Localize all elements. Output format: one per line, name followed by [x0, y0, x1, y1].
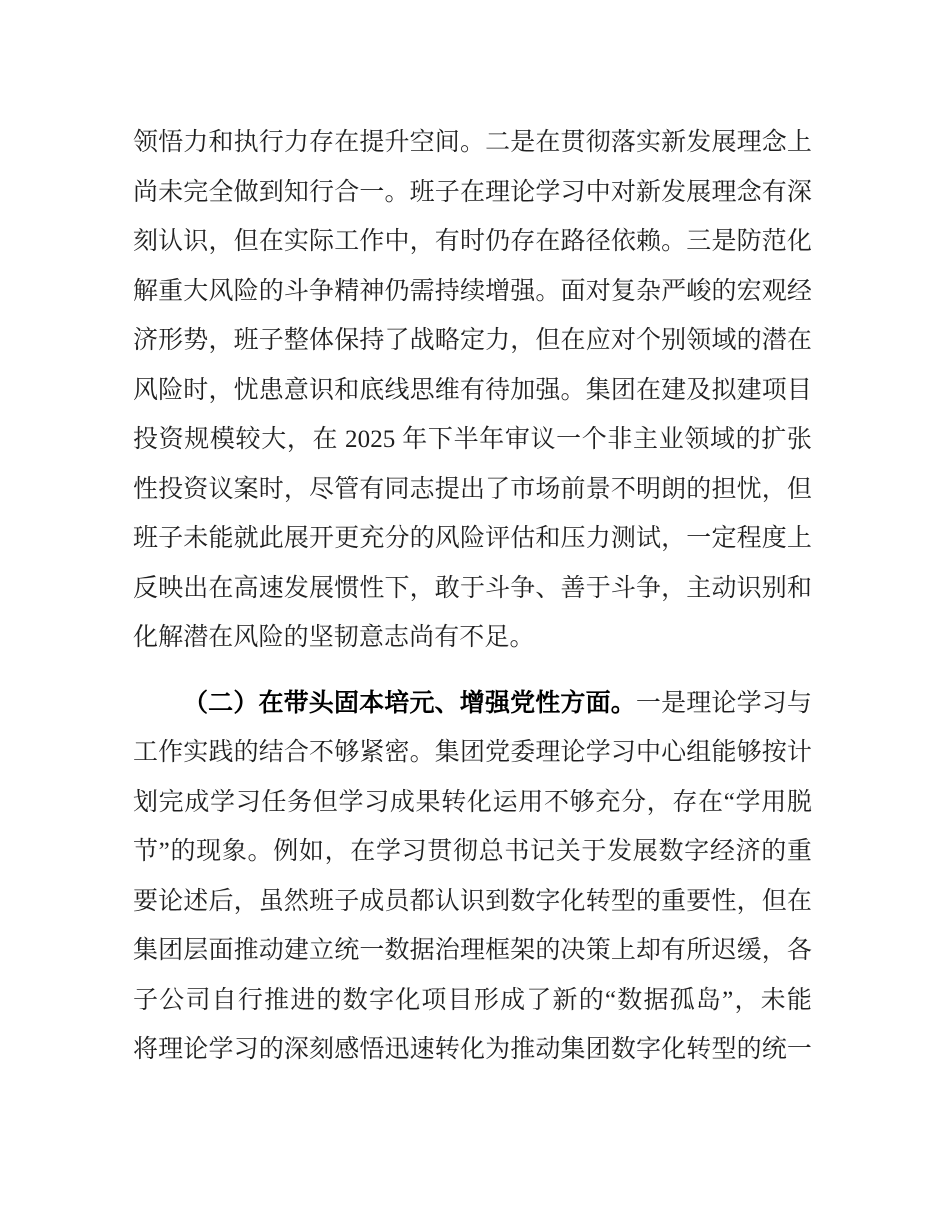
text-line: 划完成学习任务但学习成果转化运用不够充分，存在“学用脱: [133, 788, 812, 816]
text-line: 解重大风险的斗争精神仍需持续增强。面对复杂严峻的宏观经: [133, 277, 812, 305]
text-line: [133, 679, 812, 729]
text-line: 将理论学习的深刻感悟迅速转化为推动集团数字化转型的统一: [133, 1036, 812, 1063]
text-line: 尚未完全做到知行合一。班子在理论学习中对新发展理念有深: [133, 178, 812, 206]
text-line: 济形势，班子整体保持了战略定力，但在应对个别领域的潜在: [133, 327, 812, 354]
text-content: [133, 118, 812, 1075]
text-line: 班子未能就此展开更充分的风险评估和压力测试，一定程度上: [133, 525, 812, 552]
paragraph-section-two: [133, 679, 812, 1075]
text-line: 领悟力和执行力存在提升空间。二是在贯彻落实新发展理念上: [133, 129, 812, 156]
text-line: 反映出在高速发展惯性下，敢于斗争、善于斗争，主动识别和: [133, 574, 812, 602]
text-line: 化解潜在风险的坚韧意志尚有不足。: [133, 624, 535, 651]
section-heading: （二）在带头固本培元、增强党性方面。: [183, 688, 636, 717]
text-line: 刻认识，但在实际工作中，有时仍存在路径依赖。三是防范化: [133, 228, 812, 255]
text-line: 节”的现象。例如，在学习贯彻总书记关于发展数字经济的重: [133, 838, 812, 865]
text-line: 工作实践的结合不够紧密。集团党委理论学习中心组能够按计: [133, 739, 812, 766]
text-line: 集团层面推动建立统一数据治理框架的决策上却有所迟缓，各: [133, 937, 812, 964]
text-line: 风险时，忧患意识和底线思维有待加强。集团在建及拟建项目: [133, 376, 812, 404]
text-line: 要论述后，虽然班子成员都认识到数字化转型的重要性，但在: [133, 887, 812, 915]
paragraph-continuation: [133, 118, 812, 663]
text-line: 性投资议案时，尽管有同志提出了市场前景不明朗的担忧，但: [133, 475, 812, 503]
text-line: 子公司自行推进的数字化项目形成了新的“数据孤岛”，未能: [133, 986, 812, 1014]
text-line: 投资规模较大，在 2025 年下半年审议一个非主业领域的扩张: [133, 426, 812, 453]
section-lead-text: 一是理论学习与: [635, 689, 812, 717]
